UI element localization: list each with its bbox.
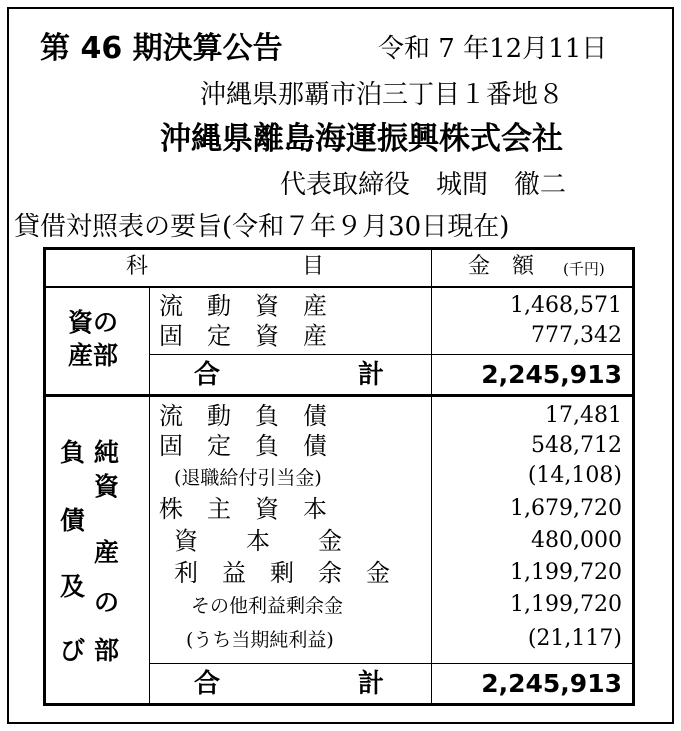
liabilities-group-char: 純 xyxy=(94,438,120,467)
liabilities-group-char: 負 xyxy=(60,438,86,467)
liability-row-value: (14,108) xyxy=(527,463,622,488)
assets-group-label-line2: 産部 xyxy=(68,341,119,370)
liabilities-group-char: 資 xyxy=(94,472,120,501)
column-header-amount: 金 額 xyxy=(468,254,535,279)
column-header-subject: 科 目 xyxy=(126,254,325,279)
liabilities-total-label-right: 計 xyxy=(358,669,385,699)
liabilities-group-char: び xyxy=(60,636,86,665)
liabilities-total-value: 2,245,913 xyxy=(481,669,622,698)
liability-row-value: 1,679,720 xyxy=(510,496,622,521)
asset-row-value: 1,468,571 xyxy=(510,293,622,318)
asset-row-label: 流 動 資 産 xyxy=(159,292,327,320)
liability-row-label: 流 動 負 債 xyxy=(159,402,327,430)
balance-sheet-table xyxy=(43,247,635,706)
asset-row-value: 777,342 xyxy=(531,323,622,348)
liability-row-label: その他利益剰余金 xyxy=(191,595,344,617)
liability-row-label: 利 益 剰 余 金 xyxy=(174,559,390,587)
liabilities-group-char: の xyxy=(94,588,120,617)
liability-row-label: (うち当期純利益) xyxy=(186,629,334,651)
liabilities-group-char: 産 xyxy=(94,538,120,567)
liabilities-group-char: 及 xyxy=(60,572,86,601)
asset-row-label: 固 定 資 産 xyxy=(159,322,327,350)
liability-row-value: 548,712 xyxy=(531,433,622,458)
liability-row-value: 17,481 xyxy=(545,403,622,428)
liability-row-label: 資 本 金 xyxy=(174,527,342,555)
group-column-divider xyxy=(149,286,150,703)
liability-row-value: (21,117) xyxy=(527,626,622,651)
liabilities-group-char: 部 xyxy=(94,636,120,665)
section-divider xyxy=(46,394,632,397)
liability-row-label: 株 主 資 本 xyxy=(159,495,327,523)
liabilities-group-char: 債 xyxy=(60,506,86,535)
assets-group-label-line1: 資の xyxy=(68,308,119,337)
liability-row-label: 固 定 負 債 xyxy=(159,432,327,460)
balance-sheet-subtitle: 貸借対照表の要旨(令和７年９月30日現在) xyxy=(14,212,510,242)
assets-total-label-left: 合 xyxy=(194,360,221,390)
assets-total-value: 2,245,913 xyxy=(481,360,622,389)
notice-date: 令和 7 年12月11日 xyxy=(378,34,608,64)
representative: 代表取締役 城間 徹二 xyxy=(280,170,567,200)
amount-column-divider xyxy=(431,250,432,703)
liability-row-value: 1,199,720 xyxy=(510,560,622,585)
liability-row-label: (退職給付引当金) xyxy=(174,467,322,489)
notice-title: 第 46 期決算公告 xyxy=(40,31,283,66)
company-address: 沖縄県那覇市泊三丁目１番地８ xyxy=(200,80,565,110)
column-header-unit: (千円) xyxy=(563,260,605,278)
liability-row-value: 480,000 xyxy=(531,528,622,553)
assets-total-divider xyxy=(149,354,632,355)
company-name: 沖縄県離島海運振興株式会社 xyxy=(160,121,563,157)
assets-total-label-right: 計 xyxy=(358,360,385,390)
liabilities-total-divider xyxy=(149,663,632,664)
liability-row-value: 1,199,720 xyxy=(510,592,622,617)
liabilities-total-label-left: 合 xyxy=(194,669,221,699)
header-divider xyxy=(46,286,632,288)
